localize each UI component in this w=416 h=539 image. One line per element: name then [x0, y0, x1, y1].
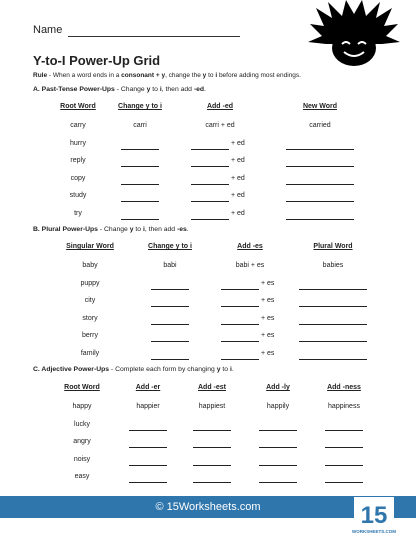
- root-word: hurry: [70, 139, 86, 147]
- section-heading: C. Adjective Power-Ups - Complete each form by changing y to i.: [33, 366, 234, 373]
- suffix-label: + ed: [231, 139, 245, 147]
- example-cell: carri + ed: [205, 122, 235, 129]
- answer-blank[interactable]: [129, 430, 167, 431]
- column-header: Add -er: [135, 384, 161, 391]
- suffix-label: + es: [261, 279, 275, 287]
- example-cell: carried: [309, 122, 331, 129]
- column-header: Add -ed: [206, 103, 234, 110]
- worksheets-badge-icon: [352, 495, 396, 539]
- column-header: Add -es: [237, 243, 263, 250]
- badge-subtitle: WORKSHEETS.COM: [352, 529, 396, 534]
- column-header: Change y to i: [118, 103, 162, 110]
- answer-blank[interactable]: [259, 465, 297, 466]
- column-header: New Word: [302, 103, 338, 110]
- answer-blank[interactable]: [259, 482, 297, 483]
- suffix-label: + es: [261, 332, 275, 339]
- answer-blank[interactable]: [299, 306, 367, 307]
- example-cell: babi: [163, 262, 177, 269]
- column-header: Plural Word: [313, 243, 353, 250]
- example-cell: happier: [136, 403, 160, 410]
- column-header: Add -ly: [266, 384, 290, 391]
- footer-copyright: © 15Worksheets.com: [155, 501, 261, 513]
- root-word: copy: [70, 174, 86, 182]
- example-cell: happily: [266, 403, 290, 410]
- answer-blank[interactable]: [191, 149, 229, 150]
- answer-blank[interactable]: [151, 324, 189, 325]
- suffix-label: + ed: [231, 174, 245, 182]
- example-cell: happiest: [198, 403, 226, 410]
- column-header: Add -est: [198, 384, 226, 391]
- answer-blank[interactable]: [259, 447, 297, 448]
- root-word: puppy: [80, 279, 100, 287]
- answer-blank[interactable]: [221, 341, 259, 342]
- answer-blank[interactable]: [325, 447, 363, 448]
- answer-blank[interactable]: [221, 359, 259, 360]
- answer-blank[interactable]: [221, 289, 259, 290]
- answer-blank[interactable]: [129, 465, 167, 466]
- root-word: easy: [74, 473, 90, 480]
- answer-blank[interactable]: [286, 184, 354, 185]
- answer-blank[interactable]: [191, 219, 229, 220]
- root-word: berry: [82, 332, 98, 339]
- answer-blank[interactable]: [221, 324, 259, 325]
- column-header: Change y to i: [148, 243, 192, 250]
- answer-blank[interactable]: [193, 465, 231, 466]
- answer-blank[interactable]: [286, 219, 354, 220]
- example-cell: baby: [82, 262, 98, 269]
- answer-blank[interactable]: [299, 289, 367, 290]
- answer-blank[interactable]: [259, 430, 297, 431]
- suffix-label: + es: [261, 297, 275, 304]
- root-word: angry: [73, 438, 91, 445]
- answer-blank[interactable]: [325, 482, 363, 483]
- root-word: lucky: [74, 420, 90, 428]
- answer-blank[interactable]: [325, 430, 363, 431]
- root-word: city: [84, 297, 96, 304]
- page-title: Y-to-I Power-Up Grid: [33, 53, 161, 68]
- answer-blank[interactable]: [121, 149, 159, 150]
- answer-blank[interactable]: [286, 201, 354, 202]
- section-heading: B. Plural Power-Ups - Change y to i, then add -es.: [33, 226, 189, 233]
- root-word: study: [69, 192, 87, 199]
- root-word: story: [82, 314, 98, 322]
- suffix-label: + ed: [231, 157, 245, 164]
- suffix-label: + ed: [231, 209, 245, 217]
- answer-blank[interactable]: [299, 359, 367, 360]
- answer-blank[interactable]: [151, 289, 189, 290]
- example-cell: babi + es: [235, 262, 265, 269]
- column-header: Root Word: [64, 384, 100, 391]
- column-header: Singular Word: [66, 243, 114, 250]
- example-cell: happy: [72, 403, 92, 410]
- answer-blank[interactable]: [121, 166, 159, 167]
- answer-blank[interactable]: [191, 201, 229, 202]
- jester-face-icon: [306, 0, 402, 72]
- root-word: try: [74, 209, 82, 217]
- answer-blank[interactable]: [121, 219, 159, 220]
- answer-blank[interactable]: [151, 359, 189, 360]
- answer-blank[interactable]: [286, 149, 354, 150]
- suffix-label: + ed: [231, 192, 245, 199]
- suffix-label: + es: [261, 314, 275, 322]
- answer-blank[interactable]: [129, 447, 167, 448]
- answer-blank[interactable]: [299, 341, 367, 342]
- example-cell: carri: [133, 122, 147, 129]
- answer-blank[interactable]: [193, 482, 231, 483]
- answer-blank[interactable]: [151, 306, 189, 307]
- example-cell: happiness: [328, 403, 360, 410]
- suffix-label: + es: [261, 349, 275, 357]
- answer-blank[interactable]: [129, 482, 167, 483]
- answer-blank[interactable]: [121, 184, 159, 185]
- root-word: reply: [70, 157, 86, 164]
- example-cell: babies: [322, 262, 344, 269]
- answer-blank[interactable]: [193, 430, 231, 431]
- answer-blank[interactable]: [299, 324, 367, 325]
- section-heading: A. Past-Tense Power-Ups - Change y to i, then add -ed.: [33, 86, 206, 93]
- answer-blank[interactable]: [191, 184, 229, 185]
- rule-text: Rule - When a word ends in a consonant + y, change the y to i before adding most endings.: [33, 72, 301, 79]
- badge-number: 15: [360, 502, 388, 529]
- name-label: Name: [33, 24, 63, 36]
- answer-blank[interactable]: [325, 465, 363, 466]
- root-word: family: [80, 349, 100, 357]
- answer-blank[interactable]: [121, 201, 159, 202]
- column-header: Root Word: [60, 103, 96, 110]
- answer-blank[interactable]: [286, 166, 354, 167]
- answer-blank[interactable]: [191, 166, 229, 167]
- example-cell: carry: [70, 122, 86, 129]
- answer-blank[interactable]: [151, 341, 189, 342]
- root-word: noisy: [73, 455, 91, 463]
- answer-blank[interactable]: [221, 306, 259, 307]
- column-header: Add -ness: [327, 384, 361, 391]
- name-field[interactable]: [68, 36, 240, 37]
- answer-blank[interactable]: [193, 447, 231, 448]
